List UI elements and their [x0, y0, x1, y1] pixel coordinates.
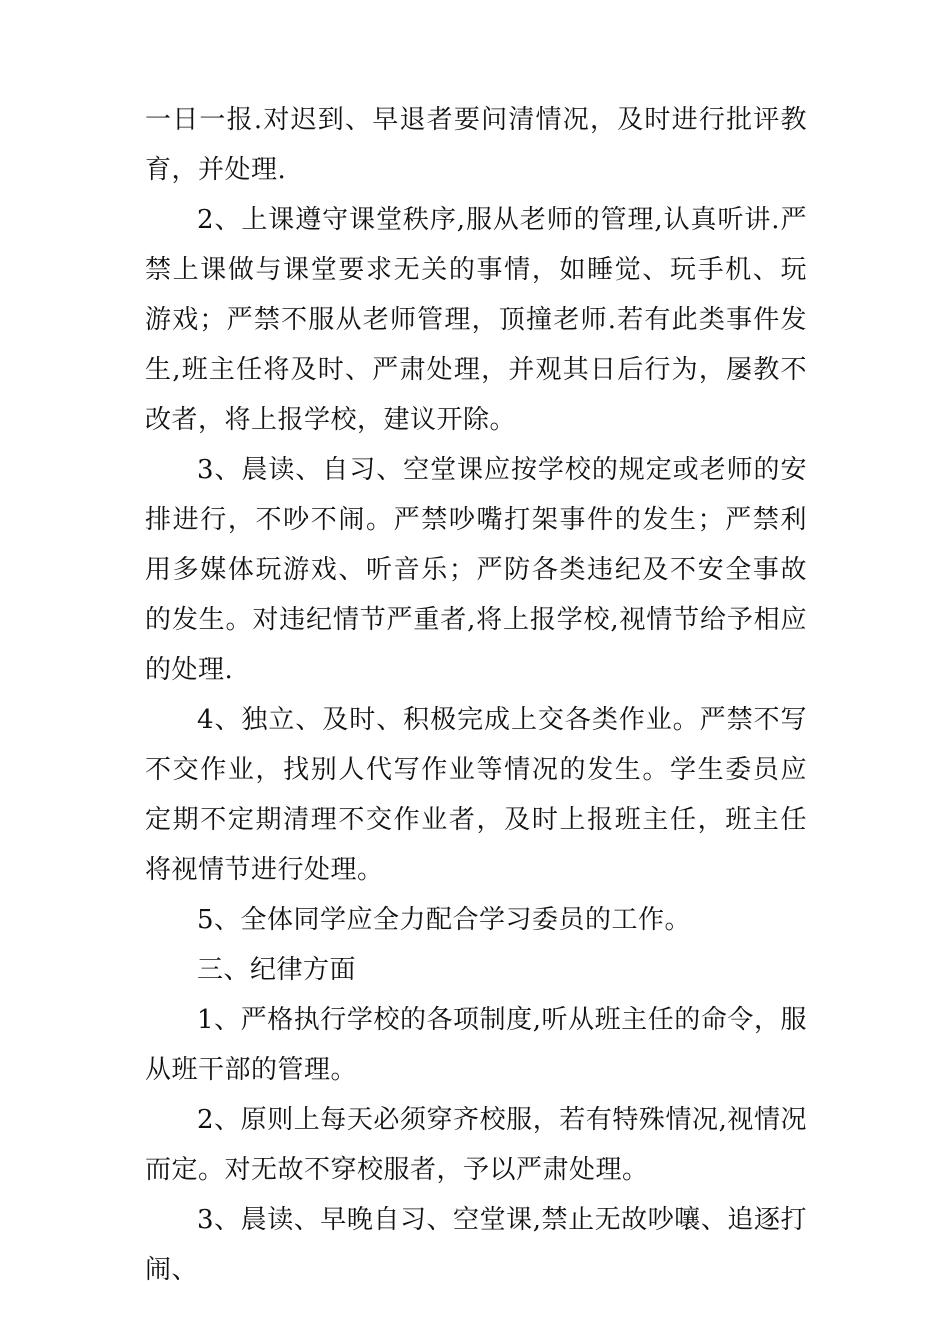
paragraph-study-rule-5: 5、全体同学应全力配合学习委员的工作。 — [197, 905, 692, 935]
document-body — [145, 95, 807, 1295]
paragraph-study-rule-2: 2、上课遵守课堂秩序,服从老师的管理,认真听讲.严禁上课做与课堂要求无关的事情，如睡觉、玩手机、玩游戏；严禁不服从老师管理，顶撞老师.若有此类事件发生,班主任将及时、严肃处理，并观其日后行为，屡教不改者，将上报学校，建议开除。 — [145, 205, 807, 435]
paragraph-study-rule-4: 4、独立、及时、积极完成上交各类作业。严禁不写不交作业，找别人代写作业等情况的发生。学生委员应定期不定期清理不交作业者，及时上报班主任，班主任将视情节进行处理。 — [145, 705, 807, 885]
paragraph-discipline-rule-2: 2、原则上每天必须穿齐校服，若有特殊情况,视情况而定。对无故不穿校服者，予以严肃处理。 — [145, 1105, 807, 1185]
paragraph-study-rule-3: 3、晨读、自习、空堂课应按学校的规定或老师的安排进行，不吵不闹。严禁吵嘴打架事件的发生；严禁利用多媒体玩游戏、听音乐；严防各类违纪及不安全事故的发生。对违纪情节严重者,将上报学校,视情节给予相应的处理. — [145, 455, 807, 685]
paragraph-continuation: 一日一报.对迟到、早退者要问清情况，及时进行批评教育，并处理. — [145, 105, 807, 185]
paragraph-discipline-rule-3: 3、晨读、早晚自习、空堂课,禁止无故吵嚷、追逐打闹、 — [145, 1205, 807, 1285]
section-heading-discipline: 三、纪律方面 — [197, 955, 357, 985]
paragraph-discipline-rule-1: 1、严格执行学校的各项制度,听从班主任的命令，服从班干部的管理。 — [145, 1005, 807, 1085]
